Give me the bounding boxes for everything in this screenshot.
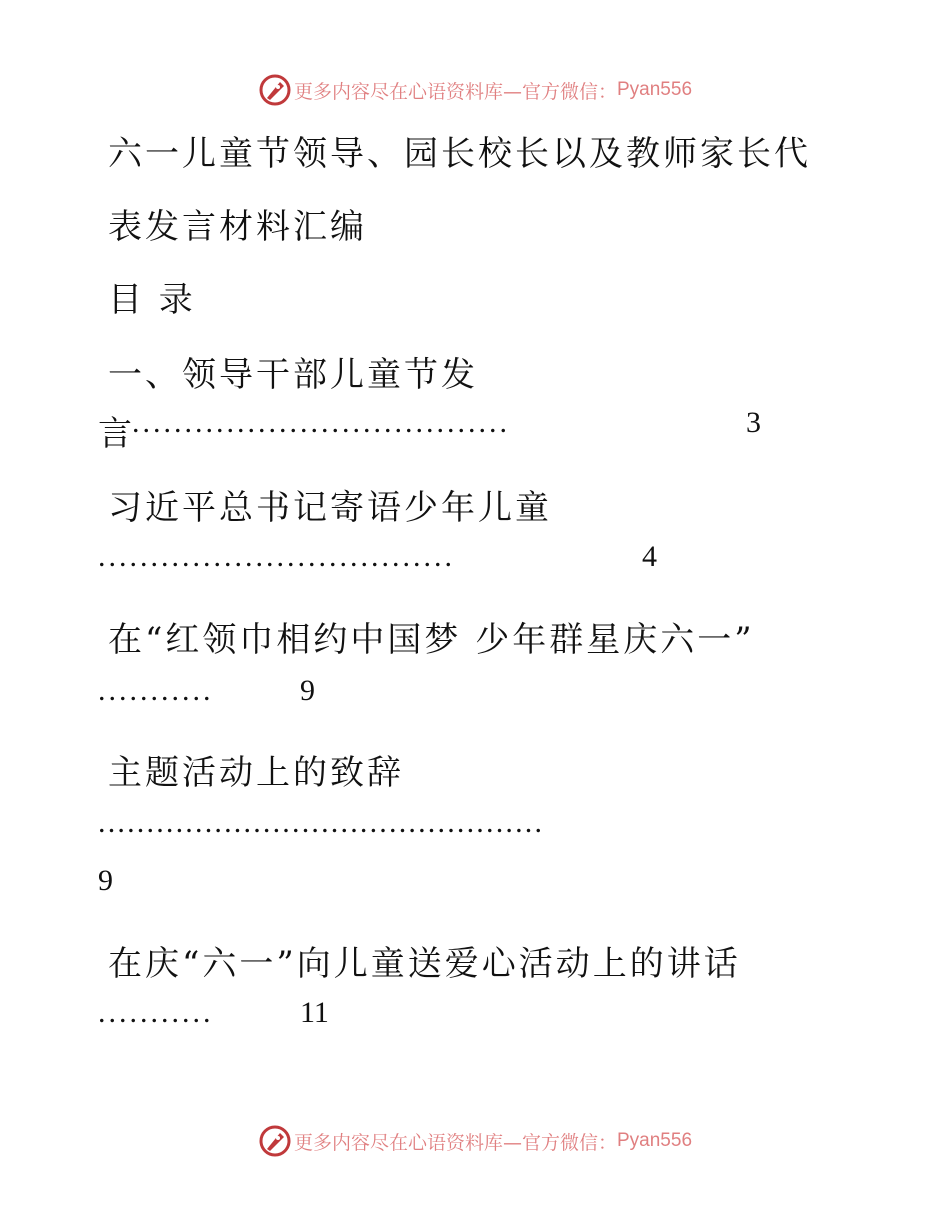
toc-entry-5-page: 11 <box>300 996 329 1029</box>
toc-entry-3-title: 在“红领巾相约中国梦 少年群星庆六一” <box>108 620 755 660</box>
toc-entry-2-leader: .................................. <box>98 540 455 573</box>
header-banner <box>0 70 950 110</box>
toc-entry-4-page: 9 <box>98 864 113 897</box>
banner-wechat-label: —官方微信： <box>502 1131 617 1154</box>
banner-text: 更多内容尽在心语资料库 <box>293 1131 503 1154</box>
toc-entry-1-title-cont: 言 <box>98 414 135 454</box>
banner-text: 更多内容尽在心语资料库 <box>293 80 503 103</box>
toc-entry-2-title: 习近平总书记寄语少年儿童 <box>108 488 552 528</box>
pen-nib-logo-icon <box>258 1124 292 1158</box>
toc-entry-1-leader: .................................... <box>132 406 510 439</box>
toc-heading: 目 录 <box>108 280 196 320</box>
toc-entry-2-page: 4 <box>642 540 657 573</box>
document-title-line-2: 表发言材料汇编 <box>108 207 367 247</box>
banner-wechat-id: Pyan556 <box>617 79 693 100</box>
toc-entry-5-leader: ........... <box>98 996 214 1029</box>
document-title-line-1: 六一儿童节领导、园长校长以及教师家长代 <box>108 134 811 174</box>
toc-entry-4-leader: .............................................. <box>98 806 545 839</box>
footer-banner <box>0 1121 950 1161</box>
toc-entry-3-leader: ........... <box>98 674 214 707</box>
toc-entry-3-page: 9 <box>300 674 315 707</box>
toc-entry-1-page: 3 <box>746 406 761 439</box>
banner-wechat-label: —官方微信： <box>502 80 617 103</box>
toc-entry-1-title: 一、领导干部儿童节发 <box>108 355 478 395</box>
toc-entry-5-title: 在庆“六一”向儿童送爱心活动上的讲话 <box>108 944 741 984</box>
toc-entry-4-title: 主题活动上的致辞 <box>108 753 404 793</box>
banner-wechat-id: Pyan556 <box>617 1130 693 1151</box>
pen-nib-logo-icon <box>258 73 292 107</box>
